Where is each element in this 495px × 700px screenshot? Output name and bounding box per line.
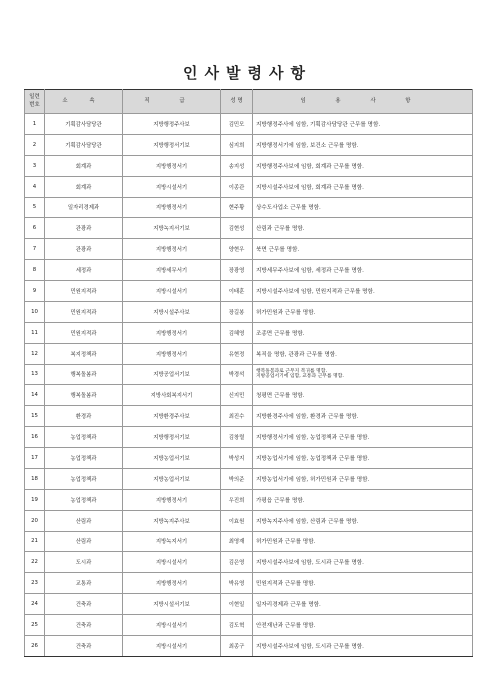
row-appointment-detail: 지방시설주사보에 임함, 민원지적과 근무를 명함. — [253, 281, 473, 302]
row-name: 최진수 — [221, 406, 253, 427]
row-serial-number: 2 — [25, 134, 45, 155]
row-name: 신지민 — [221, 385, 253, 406]
row-grade: 지방사회복지서기 — [123, 385, 221, 406]
row-name: 박의준 — [221, 468, 253, 489]
row-department: 기획감사담당관 — [45, 114, 123, 135]
table-row — [25, 510, 473, 531]
row-grade: 지방세무서기 — [123, 260, 221, 281]
row-appointment-detail: 지방시설주사보에 임함, 도시과 근무를 명함. — [253, 552, 473, 573]
table-row — [25, 176, 473, 197]
row-name: 유현정 — [221, 343, 253, 364]
row-grade: 지방행정주사보 — [123, 114, 221, 135]
row-name: 양현우 — [221, 239, 253, 260]
row-department: 기획감사담당관 — [45, 134, 123, 155]
table-row — [25, 406, 473, 427]
row-serial-number: 23 — [25, 573, 45, 594]
header-serial-number: 일련 번호 — [25, 90, 45, 114]
row-department: 건축과 — [45, 615, 123, 636]
row-appointment-detail: 일자리경제과 근무를 명함. — [253, 594, 473, 615]
row-name: 우진희 — [221, 489, 253, 510]
row-department: 세정과 — [45, 260, 123, 281]
table-row — [25, 615, 473, 636]
personnel-appointments-table — [24, 89, 473, 657]
table-row — [25, 260, 473, 281]
row-name: 김민모 — [221, 114, 253, 135]
table-row — [25, 489, 473, 510]
row-appointment-detail: 북면 근무를 명함. — [253, 239, 473, 260]
row-name: 최영재 — [221, 531, 253, 552]
table-row — [25, 468, 473, 489]
row-appointment-detail: 지방행정서기에 임함, 보건소 근무를 명함. — [253, 134, 473, 155]
row-grade: 지방농업서기보 — [123, 448, 221, 469]
row-appointment-detail: 지방환경주사에 임함, 환경과 근무를 명함. — [253, 406, 473, 427]
table-row — [25, 114, 473, 135]
row-serial-number: 10 — [25, 301, 45, 322]
row-department: 복지정책과 — [45, 343, 123, 364]
header-grade: 직 급 — [123, 90, 221, 114]
table-row — [25, 281, 473, 302]
row-name: 김현성 — [221, 218, 253, 239]
table-header-row — [25, 90, 473, 114]
row-appointment-detail: 가평읍 근무를 명함. — [253, 489, 473, 510]
row-grade: 지방시설서기보 — [123, 594, 221, 615]
row-name: 박경석 — [221, 364, 253, 385]
row-department: 행복돌봄과 — [45, 364, 123, 385]
row-grade: 지방행정서기보 — [123, 134, 221, 155]
row-serial-number: 13 — [25, 364, 45, 385]
row-name: 이현일 — [221, 594, 253, 615]
row-serial-number: 20 — [25, 510, 45, 531]
row-appointment-detail: 안전재난과 근무를 명함. — [253, 615, 473, 636]
row-grade: 지방행정서기 — [123, 239, 221, 260]
table-row — [25, 594, 473, 615]
row-serial-number: 3 — [25, 155, 45, 176]
row-name: 이효원 — [221, 510, 253, 531]
row-name: 송지성 — [221, 155, 253, 176]
row-department: 도시과 — [45, 552, 123, 573]
row-department: 관광과 — [45, 239, 123, 260]
row-serial-number: 8 — [25, 260, 45, 281]
header-name: 성 명 — [221, 90, 253, 114]
table-row — [25, 218, 473, 239]
row-department: 농업정책과 — [45, 468, 123, 489]
table-body — [25, 114, 473, 657]
row-name: 심지희 — [221, 134, 253, 155]
table-row — [25, 364, 473, 385]
row-name: 박유영 — [221, 573, 253, 594]
page-title: 인사발령사항 — [183, 64, 312, 82]
row-appointment-detail: 지방농업서기에 임함, 허가민원과 근무를 명함. — [253, 468, 473, 489]
table-row — [25, 531, 473, 552]
row-department: 민원지적과 — [45, 301, 123, 322]
row-appointment-detail: 민원지적과 근무를 명함. — [253, 573, 473, 594]
header-department: 소 속 — [45, 90, 123, 114]
row-department: 농업정책과 — [45, 489, 123, 510]
row-grade: 지방시설서기 — [123, 552, 221, 573]
table-row — [25, 385, 473, 406]
row-serial-number: 12 — [25, 343, 45, 364]
row-serial-number: 6 — [25, 218, 45, 239]
row-grade: 지방시설서기 — [123, 281, 221, 302]
row-name: 장광영 — [221, 260, 253, 281]
table-row — [25, 573, 473, 594]
row-appointment-detail: 허가민원과 근무를 명함. — [253, 301, 473, 322]
row-appointment-detail: 산림과 근무를 명함. — [253, 218, 473, 239]
row-appointment-detail: 복직을 명함, 관광과 근무를 명함. — [253, 343, 473, 364]
row-appointment-detail: 청평면 근무를 명함. — [253, 385, 473, 406]
row-department: 회계과 — [45, 155, 123, 176]
row-name: 김도혁 — [221, 615, 253, 636]
row-grade: 지방시설서기 — [123, 615, 221, 636]
row-serial-number: 15 — [25, 406, 45, 427]
row-grade: 지방환경주사보 — [123, 406, 221, 427]
row-serial-number: 16 — [25, 427, 45, 448]
row-department: 일자리경제과 — [45, 197, 123, 218]
table-row — [25, 552, 473, 573]
table-row — [25, 155, 473, 176]
row-grade: 지방행정서기 — [123, 197, 221, 218]
row-name: 김창렬 — [221, 427, 253, 448]
row-appointment-detail: 지방시설주사보에 임함, 회계과 근무를 명함. — [253, 176, 473, 197]
table-row — [25, 448, 473, 469]
row-name: 김혜영 — [221, 322, 253, 343]
row-department: 행복돌봄과 — [45, 385, 123, 406]
row-grade: 지방시설서기 — [123, 176, 221, 197]
row-serial-number: 22 — [25, 552, 45, 573]
row-department: 관광과 — [45, 218, 123, 239]
row-grade: 지방행정서기 — [123, 322, 221, 343]
row-department: 건축과 — [45, 635, 123, 656]
row-serial-number: 4 — [25, 176, 45, 197]
row-appointment-detail: 지방녹지주사에 임함, 산림과 근무를 명함. — [253, 510, 473, 531]
row-department: 민원지적과 — [45, 322, 123, 343]
row-department: 산림과 — [45, 510, 123, 531]
row-grade: 지방행정서기보 — [123, 427, 221, 448]
row-appointment-detail: 지방행정서기에 임함, 농업정책과 근무를 명함. — [253, 427, 473, 448]
row-appointment-detail: 상수도사업소 근무를 명함. — [253, 197, 473, 218]
row-name: 최종구 — [221, 635, 253, 656]
row-grade: 지방행정서기 — [123, 155, 221, 176]
row-name: 장길봉 — [221, 301, 253, 322]
row-appointment-detail: 지방시설주사보에 임함, 도시과 근무를 명함. — [253, 635, 473, 656]
row-department: 민원지적과 — [45, 281, 123, 302]
row-department: 교통과 — [45, 573, 123, 594]
row-grade: 지방녹지서기 — [123, 531, 221, 552]
row-grade: 지방시설서기 — [123, 635, 221, 656]
table-row — [25, 134, 473, 155]
row-serial-number: 5 — [25, 197, 45, 218]
row-name: 현주황 — [221, 197, 253, 218]
row-serial-number: 25 — [25, 615, 45, 636]
row-grade: 지방행정서기 — [123, 343, 221, 364]
table-row — [25, 301, 473, 322]
table-row — [25, 343, 473, 364]
row-name: 박성지 — [221, 448, 253, 469]
row-appointment-detail: 지방행정주사보에 임함, 회계과 근무를 명함. — [253, 155, 473, 176]
row-grade: 지방시설주사보 — [123, 301, 221, 322]
row-appointment-detail: 조종면 근무를 명함. — [253, 322, 473, 343]
row-appointment-detail: 행복돌봄과로 근무지 복귀를 명함. 지방공업서기에 임함, 교통과 근무를 명함. — [253, 364, 473, 385]
row-appointment-detail: 허가민원과 근무를 명함. — [253, 531, 473, 552]
row-grade: 지방행정서기 — [123, 573, 221, 594]
row-department: 농업정책과 — [45, 448, 123, 469]
row-appointment-detail: 지방세무주사보에 임함, 세정과 근무를 명함. — [253, 260, 473, 281]
row-serial-number: 21 — [25, 531, 45, 552]
row-grade: 지방공업서기보 — [123, 364, 221, 385]
row-grade: 지방행정서기 — [123, 489, 221, 510]
row-serial-number: 24 — [25, 594, 45, 615]
row-department: 회계과 — [45, 176, 123, 197]
row-grade: 지방녹지주사보 — [123, 510, 221, 531]
row-name: 이종관 — [221, 176, 253, 197]
row-serial-number: 11 — [25, 322, 45, 343]
row-name: 이태훈 — [221, 281, 253, 302]
row-name: 김은영 — [221, 552, 253, 573]
table-row — [25, 322, 473, 343]
row-department: 건축과 — [45, 594, 123, 615]
row-department: 농업정책과 — [45, 427, 123, 448]
row-appointment-detail: 지방농업서기에 임함, 농업정책과 근무를 명함. — [253, 448, 473, 469]
row-serial-number: 17 — [25, 448, 45, 469]
table-row — [25, 427, 473, 448]
row-serial-number: 7 — [25, 239, 45, 260]
row-serial-number: 19 — [25, 489, 45, 510]
row-serial-number: 18 — [25, 468, 45, 489]
table-row — [25, 635, 473, 656]
row-serial-number: 26 — [25, 635, 45, 656]
table-row — [25, 239, 473, 260]
row-department: 산림과 — [45, 531, 123, 552]
row-grade: 지방녹지서기보 — [123, 218, 221, 239]
row-department: 환경과 — [45, 406, 123, 427]
row-appointment-detail: 지방행정주사에 임함, 기획감사담당관 근무를 명함. — [253, 114, 473, 135]
row-serial-number: 9 — [25, 281, 45, 302]
header-appointment-details: 임 용 사 항 — [253, 90, 473, 114]
row-grade: 지방농업서기보 — [123, 468, 221, 489]
row-serial-number: 1 — [25, 114, 45, 135]
row-serial-number: 14 — [25, 385, 45, 406]
table-row — [25, 197, 473, 218]
